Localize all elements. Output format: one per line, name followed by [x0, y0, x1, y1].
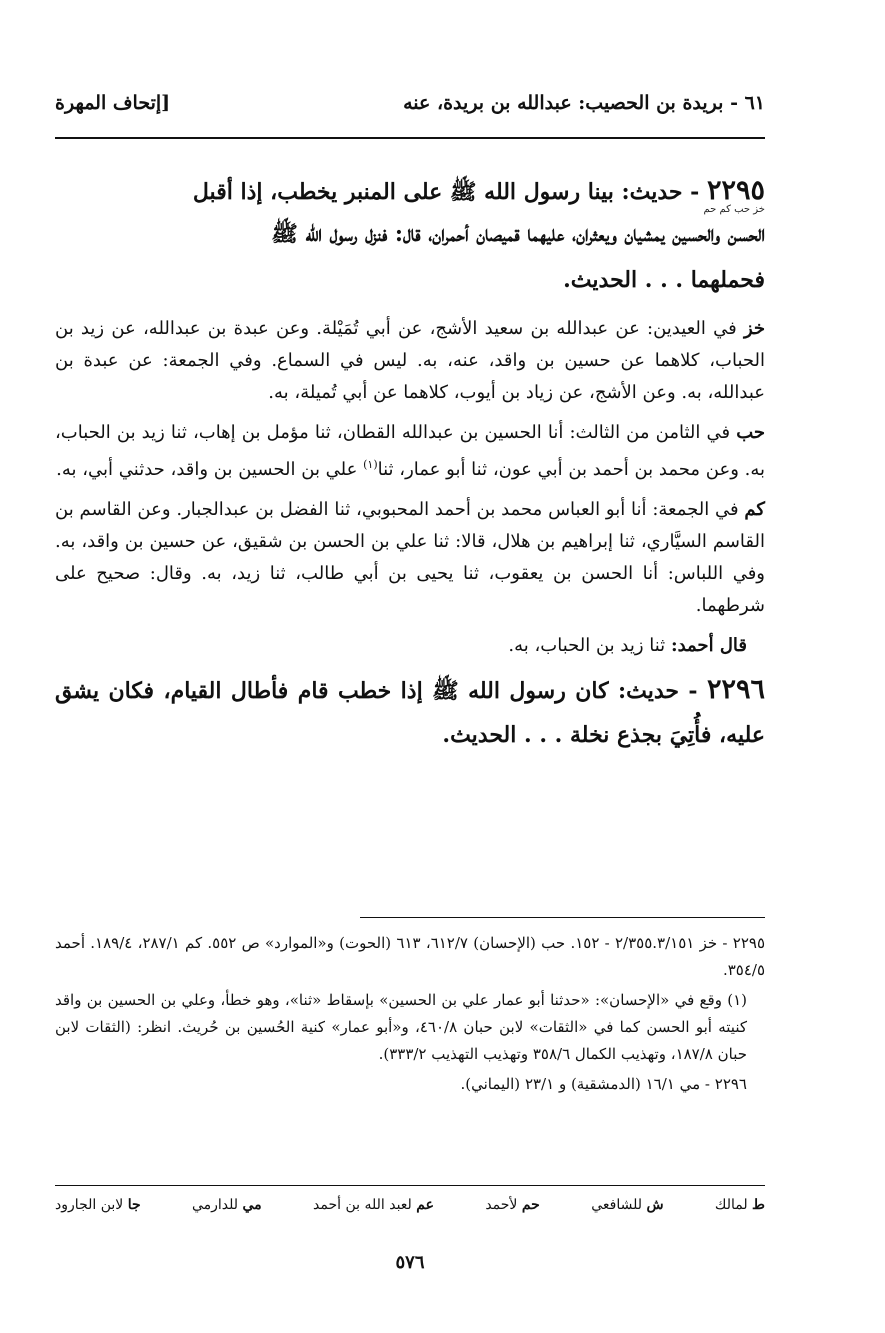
sigla-label: لابن الجارود [55, 1197, 124, 1213]
sigla-item [485, 1197, 540, 1213]
header-rule [55, 137, 765, 139]
hadith-text: فكان يشق عليه، فأُتِيَ بجذع نخلة . . . الحديث. [55, 678, 765, 748]
hadith-sigla: خز حب كم حم [703, 204, 765, 215]
source-code: حب [736, 422, 765, 443]
paragraph-km [55, 494, 765, 622]
sigla-legend [55, 1197, 765, 1213]
hadith-text: - حديث: بينا رسول الله ﷺ على المنبر يخطب، إذا أقبل [192, 179, 700, 205]
paragraph-text: في العيدين: عن عبدالله بن سعيد الأشج، عن أبي تُمَيْلة. وعن عبدة بن عبدالله، عن زيد بن الحباب، كلاهما عن حسين بن واقد، عنه، به. ليس في السماع. وفي الجمعة: عن عبدة بن عبدالله، به. وعن الأشج، عن زياد بن أيوب، كلاهما عن أبي تُميلة، به. [55, 318, 765, 403]
sigla-item [591, 1197, 663, 1213]
sigla-code: حم [521, 1197, 540, 1213]
footnote-rule [360, 917, 765, 918]
book-title: [إتحاف المهرة [55, 92, 171, 114]
footnote-2295: ٢٢٩٥ - خز ٢/٣٥٥.٣/١٥١ - ١٥٢. حب (الإحسان) ٦١٢/٧، ٦١٣ (الحوت) و«الموارد» ص ٥٥٢. كم ٢٨٧/١، ١٨٩/٤. أحمد ٣٥٤/٥. [55, 934, 766, 979]
paragraph-text: علي بن الحسين بن واقد، حدثني أبي، به. [56, 459, 358, 480]
hadith-2295-line3: فحملهما . . . الحديث. [563, 267, 765, 293]
hadith-number: ٢٢٩٥ [706, 175, 765, 206]
hadith-number: ٢٢٩٦ [706, 674, 765, 705]
paragraph-ahmad [55, 630, 765, 662]
sigla-code: مي [242, 1197, 262, 1213]
sigla-code: ش [646, 1197, 664, 1213]
running-title: ٦١ - بريدة بن الحصيب: عبدالله بن بريدة، عنه [403, 92, 765, 114]
sigla-label: لأحمد [485, 1197, 518, 1213]
source-code: كم [744, 499, 765, 520]
paragraph-hb [55, 417, 765, 486]
footnote-1: (١) وقع في «الإحسان»: «حدثنا أبو عمار علي بن الحسين» بإسقاط «ثنا»، وهو خطأ، وعلي بن الحسين بن واقد كنيته أبو الحسن كما في «الثقات» لابن حبان ٤٦٠/٨، و«أبو عمار» كنية الحُسين بن حُريث. انظر: (الثقات لابن حبان ١٨٧/٨، وتهذيب الكمال ٣٥٨/٦ وتهذيب التهذيب ٣٣٣/٢). [55, 991, 747, 1063]
sigla-code: ط [752, 1197, 765, 1213]
page-number: ٥٧٦ [395, 1252, 425, 1273]
page [55, 0, 765, 1333]
sigla-label: لعبد الله بن أحمد [313, 1197, 412, 1213]
footnote-marker[interactable]: (١) [363, 458, 378, 471]
sigla-rule [55, 1185, 765, 1186]
sigla-item [192, 1197, 262, 1213]
footnotes [55, 930, 765, 1101]
sigla-code: عم [416, 1197, 434, 1213]
source-label: قال أحمد: [670, 635, 747, 656]
hadith-text: - حديث: كان رسول الله ﷺ إذا خطب قام فأطال القيام، [163, 678, 698, 704]
source-code: خز [743, 318, 765, 339]
sigla-code: جا [127, 1197, 141, 1213]
paragraph-text: ثنا زيد بن الحباب، به. [508, 635, 666, 656]
hadith-2296 [55, 668, 765, 757]
paragraph-text: في الثامن من الثالث: أنا الحسين بن عبدالله القطان، ثنا مؤمل بن إهاب، ثنا زيد بن الحباب، به. وعن محمد بن أحمد بن أبي عون، ثنا أبو عمار، ثنا [55, 422, 765, 480]
sigla-label: لمالك [714, 1197, 748, 1213]
paragraph-khz [55, 313, 765, 409]
sigla-item [313, 1197, 434, 1213]
page-header [55, 92, 765, 124]
footnote-2296: ٢٢٩٦ - مي ١٦/١ (الدمشقية) و ٢٣/١ (اليماني). [460, 1075, 747, 1093]
main-text [55, 168, 765, 757]
sigla-item [715, 1197, 765, 1213]
sigla-item [55, 1197, 141, 1213]
hadith-2295-line2: الحسن والحسين يمشيان ويعثران، عليهما قميصان أحمران، قال: فنزل رسول الله ﷺ [271, 221, 765, 247]
sigla-label: للشافعي [591, 1197, 642, 1213]
paragraph-text: في الجمعة: أنا أبو العباس محمد بن أحمد المحبوبي، ثنا الفضل بن عبدالجبار. وعن القاسم بن القاسم السيَّاري، ثنا إبراهيم بن هلال، قالا: ثنا علي بن الحسن بن شقيق، عن حسين بن واقد، به. وفي اللباس: أنا الحسن بن يعقوب، ثنا يحيى بن أبي طالب، ثنا زيد، به. وقال: صحيح على شرطهما. [55, 499, 765, 616]
sigla-label: للدارمي [191, 1197, 239, 1213]
